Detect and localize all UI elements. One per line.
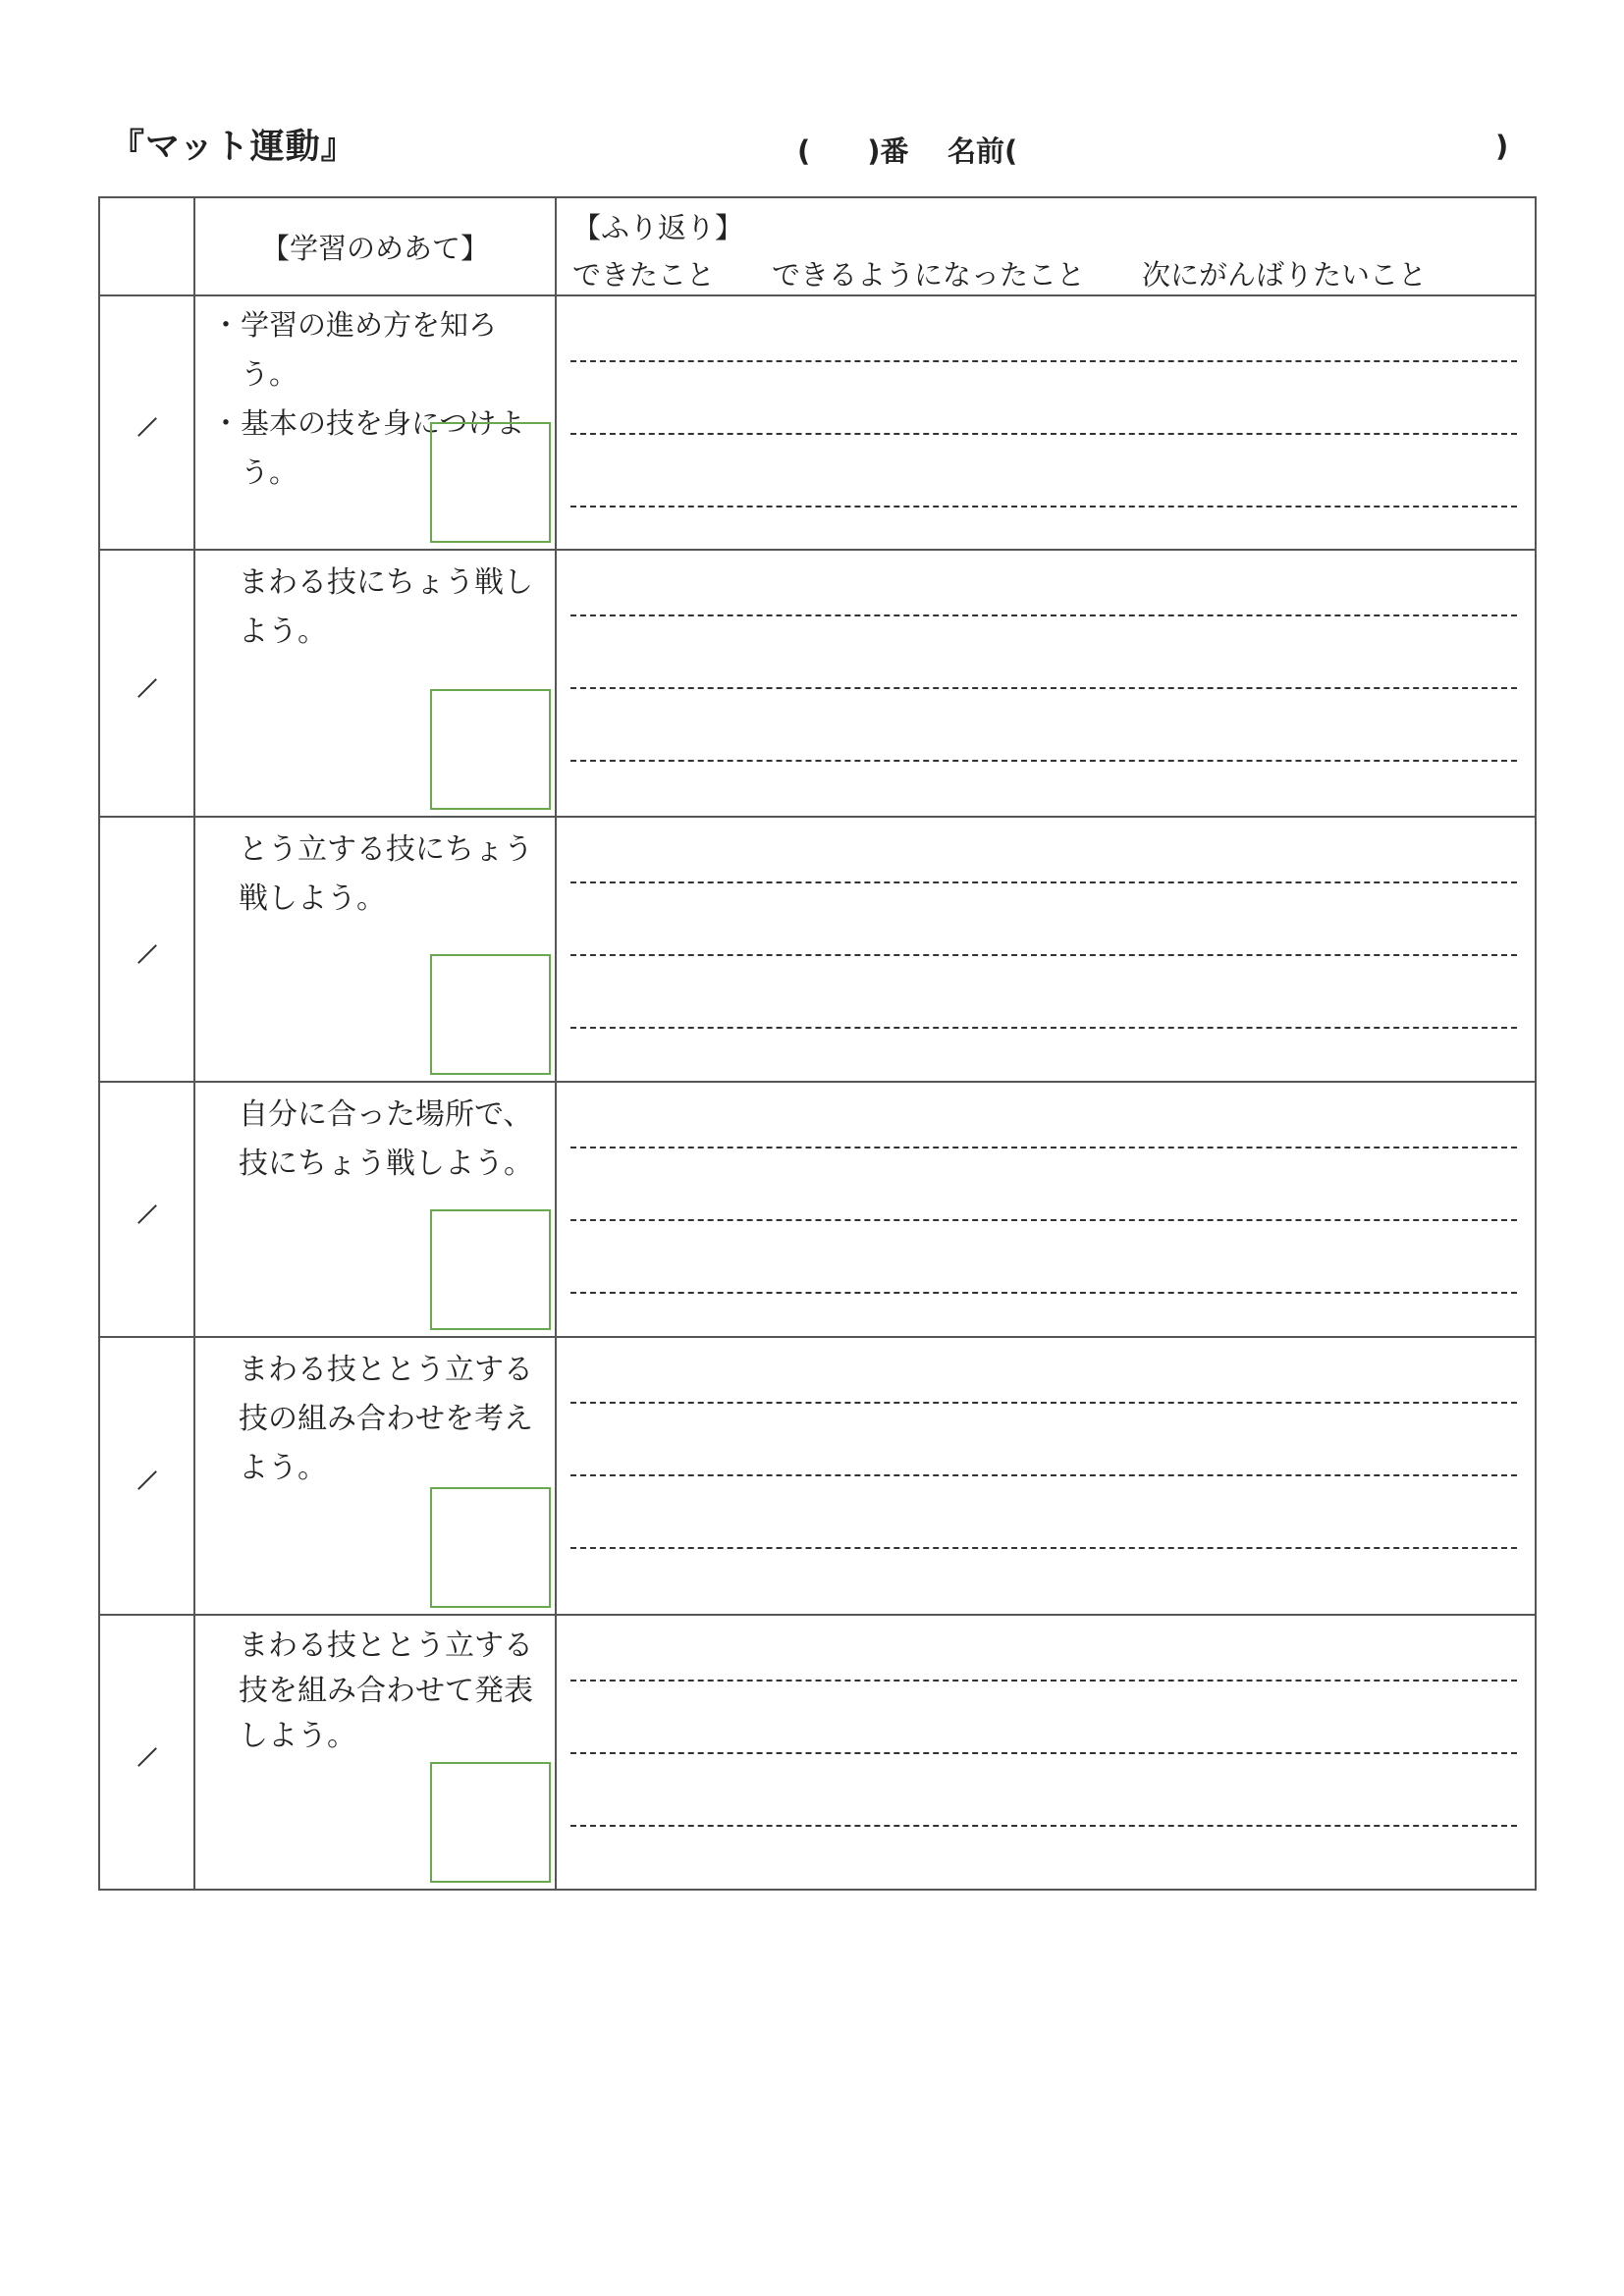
writing-line xyxy=(570,1147,1517,1148)
goal-text: まわる技ととう立する技を組み合わせて発表しよう。 xyxy=(239,1629,533,1753)
date-slash xyxy=(137,417,157,437)
goal-text: 自分に合った場所で、技にちょう戦しよう。 xyxy=(239,1097,533,1181)
goal-cell xyxy=(194,1082,556,1337)
date-cell[interactable] xyxy=(99,817,194,1082)
goal-cell xyxy=(194,1337,556,1615)
self-check-box[interactable] xyxy=(430,422,551,543)
reflection-cell[interactable] xyxy=(556,1615,1536,1890)
date-slash xyxy=(137,944,157,964)
date-header-cell xyxy=(99,197,194,295)
writing-line xyxy=(570,1474,1517,1476)
lesson-row xyxy=(99,1615,1536,1890)
page-title: 『マット運動』 xyxy=(110,128,356,167)
writing-line xyxy=(570,433,1517,435)
reflection-header xyxy=(556,197,1536,295)
goal-header: 【学習のめあて】 xyxy=(194,197,556,295)
reflection-title: 【ふり返り】 xyxy=(572,211,744,244)
writing-line xyxy=(570,360,1517,362)
reflection-cell[interactable] xyxy=(556,1337,1536,1615)
date-cell[interactable] xyxy=(99,1337,194,1615)
writing-line xyxy=(570,1027,1517,1029)
reflection-subtitle: できたこと できるようになったこと 次にがんばりたいこと xyxy=(572,258,1428,292)
goal-text: まわる技にちょう戦しよう。 xyxy=(239,565,533,649)
goal-cell xyxy=(194,817,556,1082)
writing-line xyxy=(570,1680,1517,1682)
goal-bullet-item: ・基本の技を身につけよう。 xyxy=(211,399,545,497)
date-slash xyxy=(137,678,157,698)
bullet-dot: ・ xyxy=(211,308,241,342)
self-check-box[interactable] xyxy=(430,689,551,810)
date-cell[interactable] xyxy=(99,295,194,550)
reflection-cell[interactable] xyxy=(556,550,1536,817)
reflection-cell[interactable] xyxy=(556,295,1536,550)
writing-line xyxy=(570,614,1517,616)
date-cell[interactable] xyxy=(99,550,194,817)
name-close: ) xyxy=(1495,130,1509,163)
date-slash xyxy=(137,1204,157,1224)
self-check-box[interactable] xyxy=(430,1762,551,1883)
lesson-row xyxy=(99,1337,1536,1615)
writing-line xyxy=(570,1402,1517,1404)
writing-line xyxy=(570,881,1517,883)
writing-line xyxy=(570,1219,1517,1221)
name-label: 名前( xyxy=(947,134,1018,168)
goal-bullet-item: ・学習の進め方を知ろう。 xyxy=(211,300,545,399)
self-check-box[interactable] xyxy=(430,1209,551,1330)
bullet-dot: ・ xyxy=(211,406,241,440)
lesson-row xyxy=(99,817,1536,1082)
goal-cell xyxy=(194,1615,556,1890)
date-cell[interactable] xyxy=(99,1082,194,1337)
lesson-row xyxy=(99,1082,1536,1337)
self-check-box[interactable] xyxy=(430,954,551,1075)
goal-text: まわる技ととう立する技の組み合わせを考えよう。 xyxy=(239,1353,533,1485)
writing-line xyxy=(570,760,1517,762)
writing-line xyxy=(570,1292,1517,1294)
writing-line xyxy=(570,506,1517,507)
writing-line xyxy=(570,954,1517,956)
header-row xyxy=(99,197,1536,295)
goal-cell xyxy=(194,550,556,817)
goal-text: とう立する技にちょう戦しよう。 xyxy=(239,832,533,916)
writing-line xyxy=(570,1825,1517,1827)
lesson-row xyxy=(99,550,1536,817)
reflection-cell[interactable] xyxy=(556,817,1536,1082)
writing-line xyxy=(570,1752,1517,1754)
writing-line xyxy=(570,687,1517,689)
date-cell[interactable] xyxy=(99,1615,194,1890)
date-slash xyxy=(137,1470,157,1490)
goal-cell xyxy=(194,295,556,550)
date-slash xyxy=(137,1747,157,1767)
lesson-row xyxy=(99,295,1536,550)
reflection-cell[interactable] xyxy=(556,1082,1536,1337)
reflection-sheet xyxy=(98,196,1537,1891)
number-label: ( )番 xyxy=(797,134,909,168)
writing-line xyxy=(570,1547,1517,1549)
self-check-box[interactable] xyxy=(430,1487,551,1608)
